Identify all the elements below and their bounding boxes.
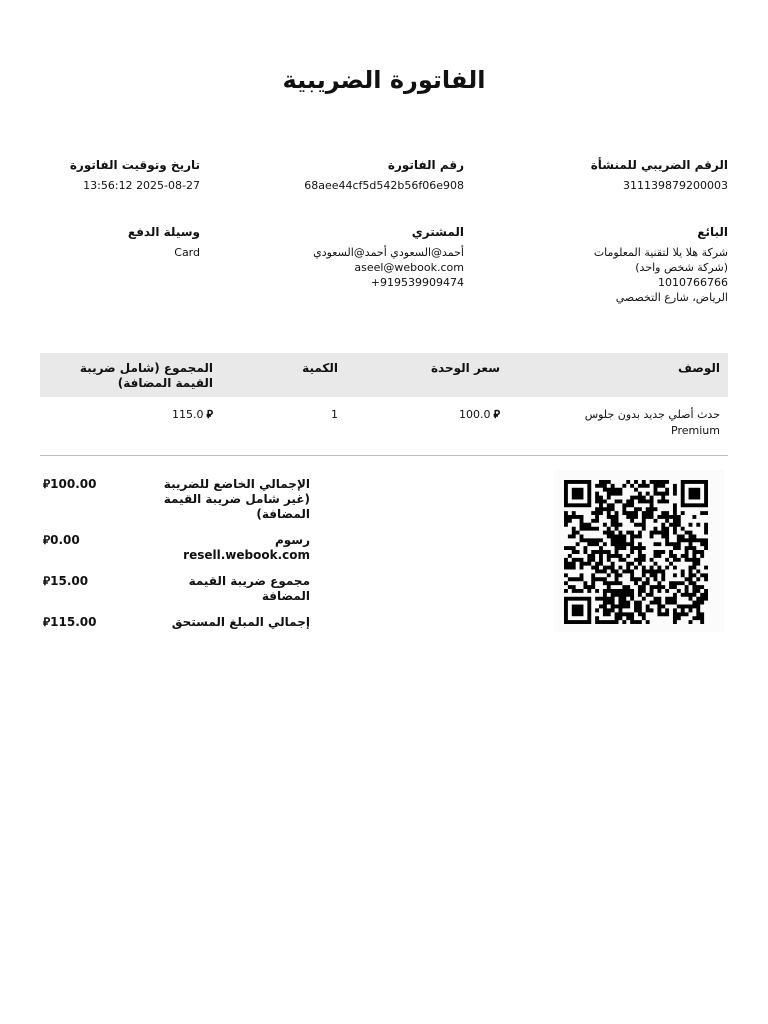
row-unit-price-value: 100.0: [458, 408, 491, 421]
table-row: [40, 397, 728, 456]
total-vat-value: 15.00: [50, 574, 89, 588]
header-quantity: الكمية: [302, 361, 338, 375]
invoice-number-label: رقم الفاتورة: [387, 158, 464, 172]
items-table: [40, 353, 728, 456]
row-description-sub: Premium: [671, 424, 720, 437]
seller-label: البائع: [697, 225, 728, 239]
buyer-block: [246, 225, 464, 305]
riyal-symbol-icon: ⃁: [206, 408, 213, 421]
seller-block: [510, 225, 728, 305]
total-taxable-amount: [40, 477, 130, 522]
row-description-main: حدث أصلي جديد بدون جلوس: [584, 408, 720, 421]
header-unit-price: سعر الوحدة: [430, 361, 500, 375]
qr-code: [554, 470, 724, 632]
invoice-number-value: 68aee44cf5d542b56f06e908: [304, 179, 464, 192]
qr-modules: [564, 480, 708, 624]
tax-number-label: الرقم الضريبي للمنشأة: [590, 158, 728, 172]
qr-code-icon: [564, 480, 708, 624]
tax-number-block: [510, 158, 728, 193]
row-description: [502, 407, 728, 439]
invoice-info: [40, 158, 728, 305]
invoice-date-value: 2025-08-27 13:56:12: [83, 179, 200, 192]
total-due-value: 115.00: [50, 615, 97, 629]
qr-finder-inner: [572, 488, 584, 500]
totals-section: [40, 477, 310, 641]
row-total: [40, 407, 213, 439]
seller-address: الرياض، شارع التخصصي: [615, 291, 728, 304]
info-row-2: [40, 225, 728, 305]
row-quantity: 1: [331, 408, 338, 421]
total-taxable-value: 100.00: [50, 477, 97, 491]
invoice-number-block: [246, 158, 464, 193]
invoice-date-label: تاريخ وتوقيت الفاتورة: [69, 158, 200, 172]
header-total: المجموع (شامل ضريبة القيمة المضافة): [79, 361, 213, 390]
buyer-name: أحمد@السعودي أحمد@السعودي: [313, 246, 464, 259]
payment-value: Card: [174, 246, 200, 259]
riyal-symbol-icon: ⃁: [493, 408, 500, 421]
total-line-due: [40, 615, 310, 630]
invoice-title: الفاتورة الضريبية: [282, 66, 486, 94]
total-due-label: إجمالي المبلغ المستحق: [171, 615, 310, 629]
invoice-date-block: [40, 158, 200, 193]
seller-cr-number: 1010766766: [658, 276, 728, 289]
total-line-taxable: [40, 477, 310, 522]
total-due-amount: [40, 615, 130, 630]
seller-name: شركة هلا يلا لتقنية المعلومات: [593, 246, 728, 259]
row-unit-price: [338, 407, 502, 439]
payment-block: [40, 225, 200, 305]
riyal-symbol-icon: ⃁: [43, 615, 51, 629]
total-vat-label: مجموع ضريبة القيمة المضافة: [188, 574, 310, 603]
info-row-1: [40, 158, 728, 193]
total-fees-amount: [40, 533, 130, 563]
row-total-value: 115.0: [171, 408, 204, 421]
total-line-fees: [40, 533, 310, 563]
seller-company-type: (شركة شخص واحد): [635, 261, 728, 274]
tax-number-value: 311139879200003: [623, 179, 728, 192]
qr-finder-inner: [689, 488, 701, 500]
total-line-vat: [40, 574, 310, 604]
header-description: الوصف: [677, 361, 720, 375]
riyal-symbol-icon: ⃁: [43, 477, 51, 491]
total-taxable-label: الإجمالي الخاضع للضريبة (غير شامل ضريبة القيمة المضافة): [163, 477, 310, 521]
total-fees-value: 0.00: [50, 533, 80, 547]
buyer-phone: +919539909474: [370, 276, 464, 289]
total-fees-label: رسوم resell.webook.com: [183, 533, 310, 562]
riyal-symbol-icon: ⃁: [43, 574, 51, 588]
buyer-email: aseel@webook.com: [354, 261, 464, 274]
payment-label: وسيلة الدفع: [127, 225, 200, 239]
qr-finder-inner: [572, 605, 584, 617]
items-table-header: [40, 353, 728, 397]
riyal-symbol-icon: ⃁: [43, 533, 51, 547]
buyer-label: المشتري: [411, 225, 464, 239]
total-vat-amount: [40, 574, 130, 604]
